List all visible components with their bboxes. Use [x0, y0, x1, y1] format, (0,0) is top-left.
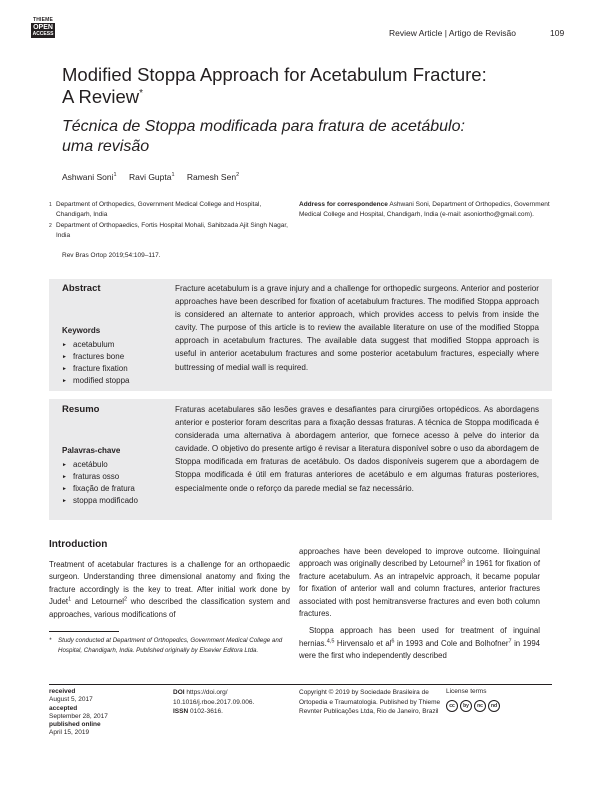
footnote-rule	[49, 631, 119, 632]
affiliation-2: 2 Department of Orthopaedics, Fortis Hospital Mohali, Sahibzada Ajit Singh Nagar, India	[49, 222, 288, 239]
body-column-right	[299, 546, 540, 663]
palavras-chave-list	[62, 459, 138, 507]
paragraph: approaches have been developed to improve outcome. Ilioinguinal approach was originally described by Letournel$^3$ in 1961 for fixation of fracture acetabulum. As an intrapelvic approach, it became popular for fixation of anterior wall and column fractures, anterior fractures associated with post hemitransverse fractures and even both column fractures.	[299, 547, 540, 619]
logo-open-access-box	[31, 23, 55, 38]
subtitle-line-1: Técnica de Stoppa modificada para fratura de acetábulo:	[62, 118, 465, 135]
keywords-heading: Keywords	[62, 326, 101, 335]
resumo-heading: Resumo	[62, 404, 100, 415]
article-title	[62, 64, 562, 108]
logo-thieme-text: THIEME	[32, 17, 54, 23]
introduction-heading: Introduction	[49, 539, 108, 550]
cc-by-icon: by	[460, 700, 472, 712]
keyword-item: ► fraturas osso	[62, 471, 138, 483]
article-subtitle	[62, 117, 562, 157]
affiliation-1: 1 Department of Orthopedics, Government Medical College and Hospital, Chandigarh, India	[49, 201, 262, 218]
paragraph: Stoppa approach has been used for treatment of inguinal hernias.$^{4,5}$ Hirvensalo et $al^6$ in 1993 and Cole and Bolhofner$^7$ in 1994 were the first who independently described	[299, 626, 541, 661]
author: Ramesh Sen$^2$	[186, 172, 240, 182]
author: Ashwani Soni$^1$	[62, 172, 117, 182]
doi-link[interactable]: https://doi.org/	[186, 689, 228, 696]
abstract-heading: Abstract	[62, 283, 101, 294]
keywords-list	[62, 339, 129, 387]
logo-open-text: OPEN	[33, 24, 53, 31]
keyword-item: ► fracture fixation	[62, 363, 129, 375]
license-terms-label: License terms	[446, 688, 487, 695]
keyword-item: ► acetabulum	[62, 339, 129, 351]
footer-rule	[49, 684, 552, 685]
keyword-item: ► modified stoppa	[62, 375, 129, 387]
palavras-chave-heading: Palavras-chave	[62, 446, 121, 455]
logo-access-text: ACCESS	[32, 31, 54, 37]
cc-license-icons[interactable]	[446, 700, 500, 712]
title-line-1: Modified Stoppa Approach for Acetabulum Fracture:	[62, 64, 487, 85]
author: Ravi Gupta$^1$	[128, 172, 175, 182]
title-line-2: A Review*	[62, 86, 144, 107]
paragraph: Treatment of acetabular fractures is a challenge for an orthopaedic surgeon. Understanding three dimensional anatomy and fixing the fracture accordingly is the key to treat. After initial work done by Judet$^1$ and Letournel$^2$ who described the classification system and approaches, various modifications of	[49, 560, 290, 619]
footnote: * Study conducted at Department of Orthopedics, Government Medical College and Hospital, Chandigarh, India. Published originally by Elsevier Editora Ltda.	[49, 637, 283, 654]
keyword-item: ► fractures bone	[62, 351, 129, 363]
doi-block: DOI https://doi.org/ 10.1016/j.rboe.2017.09.006. ISSN 0102-3616.	[173, 689, 255, 716]
page-number: 109	[550, 28, 565, 38]
resumo-text: Fraturas acetabulares são lesões graves e desafiantes para cirurgiões ortopédicos. As abordagens anterior e posterior foram descritas para a fixação dessas fraturas. A técnica de Stoppa modificada é considerada uma alternativa à abordagem anterior, que fornece acesso à pelve do interior da cavidade. O objetivo do presente artigo é revisar a literatura disponível sobre o uso da abordagem de Stoppa modificada em fraturas de acetábulo. Os dados disponíveis sugerem que a abordagem de Stoppa modificada é útil em fraturas anteriores de acetábulo e em algumas fraturas posteriores, especialmente onde o reforço da parede medial se faz necessário.	[175, 405, 539, 493]
thieme-open-access-logo	[31, 17, 55, 38]
abstract-text: Fracture acetabulum is a grave injury and a challenge for orthopedic surgeons. Anterior and posterior approaches have been described for fixation of acetabulum fractures. The modified Stoppa approach is considered an alternate to anterior approach, which provides access to pelvis from inside the cavity. The purpose of this article is to review the available literature on use of the modified Stoppa approach in acetabulum fractures. The available data suggest that modified Stoppa approach is useful in anterior acetabulum fractures and some posterior acetabulum fractures, especially where buttressing of medial wall is required.	[175, 284, 539, 372]
keyword-item: ► stoppa modificado	[62, 495, 138, 507]
subtitle-line-2: uma revisão	[62, 138, 150, 155]
copyright-notice: Copyright © 2019 by Sociedade Brasileira de Ortopedia e Traumatologia. Published by Thieme Revnter Publicações Ltda, Rio de Janeiro, Brazil	[299, 689, 441, 716]
author-list	[62, 172, 249, 182]
keyword-item: ► fixação de fratura	[62, 483, 138, 495]
cc-nd-icon: nd	[488, 700, 500, 712]
cc-icon: cc	[446, 700, 458, 712]
journal-citation: Rev Bras Ortop 2019;54:109–117.	[62, 252, 161, 259]
body-column-left	[49, 559, 290, 621]
running-header: Review Article | Artigo de Revisão	[389, 28, 516, 38]
cc-nc-icon: nc	[474, 700, 486, 712]
keyword-item: ► acetábulo	[62, 459, 138, 471]
correspondence-address: Address for correspondence Ashwani Soni, Department of Orthopedics, Government Medical College and Hospital, Chandigarh, India (e-mail: asoniortho@gmail.com).	[299, 201, 550, 218]
publication-dates: received August 5, 2017 accepted September 28, 2017 published online April 15, 2019	[49, 688, 108, 737]
